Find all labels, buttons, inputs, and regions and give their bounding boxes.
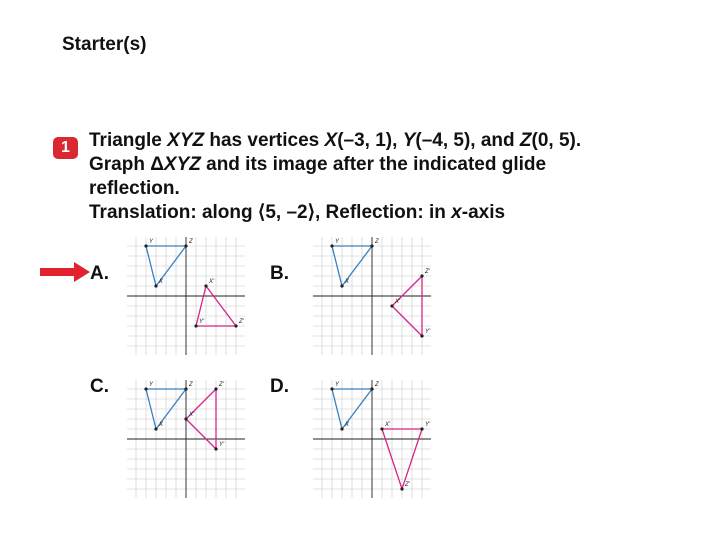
vertex-label: X — [345, 422, 350, 428]
choice-b-label[interactable]: B. — [270, 263, 289, 284]
vertex-label: Z — [189, 239, 193, 245]
problem-line-1: Triangle XYZ has vertices X(–3, 1), Y(–4, 5), and Z(0, 5). — [89, 130, 582, 151]
vertex-point — [214, 387, 217, 390]
choice-d-label[interactable]: D. — [270, 376, 289, 397]
slide-title: Starter(s) — [62, 34, 147, 55]
vertex-point — [184, 244, 187, 247]
choice-a-graph[interactable] — [127, 237, 245, 355]
vertex-point — [194, 324, 197, 327]
vertex-label: Z — [375, 239, 379, 245]
vertex-point — [144, 387, 147, 390]
vertex-label: X' — [189, 412, 195, 418]
vertex-label: Z — [375, 382, 379, 388]
vertex-label: Y' — [425, 422, 431, 428]
problem-line-4: Translation: along ⟨5, –2⟩, Reflection: in x-axis — [89, 202, 506, 223]
vertex-point — [330, 244, 333, 247]
vertex-point — [234, 324, 237, 327]
vertex-point — [330, 387, 333, 390]
vertex-label: X' — [385, 422, 391, 428]
answer-arrow-icon — [40, 262, 90, 282]
vertex-point — [144, 244, 147, 247]
vertex-label: X' — [395, 299, 401, 305]
vertex-label: Y — [149, 239, 154, 245]
vertex-label: X — [159, 422, 164, 428]
choice-c-label[interactable]: C. — [90, 376, 109, 397]
vertex-point — [184, 417, 187, 420]
choice-c-graph[interactable] — [127, 380, 245, 498]
vertex-label: Y — [335, 239, 340, 245]
vertex-label: X — [159, 279, 164, 285]
vertex-point — [370, 387, 373, 390]
vertex-point — [420, 274, 423, 277]
vertex-point — [154, 284, 157, 287]
problem-line-2: Graph ΔXYZ and its image after the indicated glide — [89, 154, 547, 175]
vertex-label: Z' — [219, 382, 224, 388]
vertex-point — [184, 387, 187, 390]
vertex-label: Z' — [405, 482, 410, 488]
vertex-point — [154, 427, 157, 430]
vertex-label: Y' — [425, 329, 431, 335]
vertex-point — [370, 244, 373, 247]
choice-d-graph[interactable] — [313, 380, 431, 498]
vertex-label: X' — [209, 279, 215, 285]
vertex-point — [340, 284, 343, 287]
vertex-label: Y' — [199, 319, 205, 325]
vertex-point — [390, 304, 393, 307]
vertex-point — [204, 284, 207, 287]
problem-text — [89, 129, 689, 225]
choice-b-graph[interactable] — [313, 237, 431, 355]
vertex-label: Z' — [239, 319, 244, 325]
vertex-label: Z — [189, 382, 193, 388]
vertex-point — [340, 427, 343, 430]
vertex-point — [420, 334, 423, 337]
problem-line-3: reflection. — [89, 178, 180, 199]
vertex-label: X — [345, 279, 350, 285]
vertex-label: Y — [149, 382, 154, 388]
vertex-point — [214, 447, 217, 450]
vertex-label: Y' — [219, 442, 225, 448]
vertex-point — [380, 427, 383, 430]
vertex-label: Z' — [425, 269, 430, 275]
problem-number-badge: 1 — [53, 137, 78, 159]
vertex-point — [420, 427, 423, 430]
vertex-point — [400, 487, 403, 490]
choice-a-label[interactable]: A. — [90, 263, 109, 284]
vertex-label: Y — [335, 382, 340, 388]
